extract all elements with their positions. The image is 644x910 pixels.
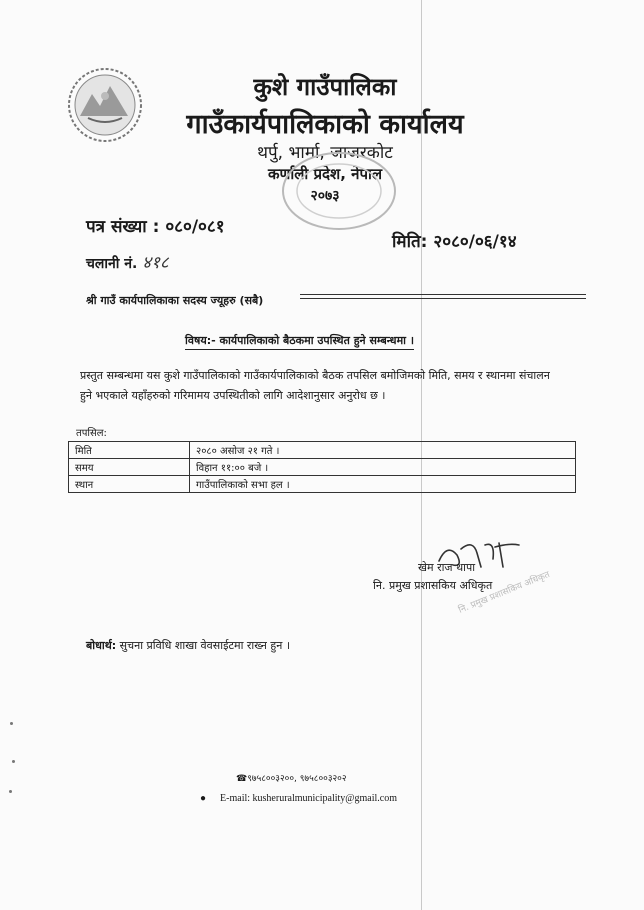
patra-label: पत्र संख्या : xyxy=(86,217,160,237)
faint-stamp-text: नि. प्रमुख प्रशासकिय अधिकृत xyxy=(457,569,552,616)
schedule-value: गाउँपालिकाको सभा हल । xyxy=(190,476,576,493)
schedule-value: विहान ११:०० बजे । xyxy=(190,459,576,476)
scan-speck xyxy=(12,760,15,763)
schedule-label: मिति xyxy=(69,442,190,459)
schedule-value: २०८० असोज २१ गते । xyxy=(190,442,576,459)
letter-body: प्रस्तुत सम्बन्धमा यस कुशे गाउँपालिकाको गाउँकार्यपालिकाको बैठक तपसिल बमोजिमको मिति, समय र स्थानमा संचालन हुने भएकाले यहाँहरुको गरिमामय उपस्थितीको लागि आदेशानुसार अनुरोध छ । xyxy=(80,369,550,402)
patra-value: ०८०/०८१ xyxy=(165,217,225,237)
office-stamp xyxy=(280,150,398,232)
chalani-label: चलानी नं. xyxy=(86,256,138,272)
schedule-label: समय xyxy=(69,459,190,476)
office-province: कर्णाली प्रदेश, नेपाल xyxy=(267,165,383,183)
scan-speck xyxy=(9,790,12,793)
footer-email xyxy=(200,793,397,804)
footer-email-text: E-mail: kusheruralmunicipality@gmail.com xyxy=(220,793,397,804)
office-name: गाउँकार्यपालिकाको कार्यालय xyxy=(186,109,464,140)
schedule-table xyxy=(68,441,576,493)
municipality-name: कुशे गाउँपालिका xyxy=(253,73,397,101)
signatory-name: खेम राज थापा xyxy=(418,561,476,574)
chalani-value: ४१८ xyxy=(142,253,169,273)
footer-phone: ☎९७५८००३२००, ९७५८००३२०२ xyxy=(236,774,347,784)
signatory-title: नि. प्रमुख प्रशासकिय अधिकृत xyxy=(373,579,493,592)
table-row xyxy=(69,459,576,476)
bodhartha-text: सुचना प्रविधि शाखा वेवसाईटमा राख्न हुन । xyxy=(119,639,291,652)
subject-line: विषय:- कार्यपालिकाको बैठकमा उपस्थित हुने सम्बन्धमा । xyxy=(185,333,414,350)
scan-speck xyxy=(10,722,13,725)
tapasil-label: तपसिल: xyxy=(76,428,107,439)
bullet-icon: ● xyxy=(200,793,207,804)
divider-line xyxy=(300,294,586,295)
office-address: थर्पु, भार्मा, जाजरकोट xyxy=(257,143,393,163)
patra-sankhya xyxy=(86,214,225,237)
letter-date xyxy=(392,229,517,252)
divider-line xyxy=(300,298,586,299)
establishment-year: २०७३ xyxy=(310,188,340,204)
bodhartha-label: बोधार्थ: xyxy=(86,639,117,652)
chalani-number xyxy=(86,250,169,273)
bodhartha-line xyxy=(86,638,290,653)
addressee-line: श्री गाउँ कार्यपालिकाका सदस्य ज्यूहरु (सबै) xyxy=(86,294,264,307)
table-row xyxy=(69,442,576,459)
miti-label: मिति: xyxy=(392,232,428,252)
schedule-label: स्थान xyxy=(69,476,190,493)
miti-value: २०८०/०६/१४ xyxy=(433,232,517,252)
table-row xyxy=(69,476,576,493)
nepal-emblem-icon xyxy=(66,66,144,144)
